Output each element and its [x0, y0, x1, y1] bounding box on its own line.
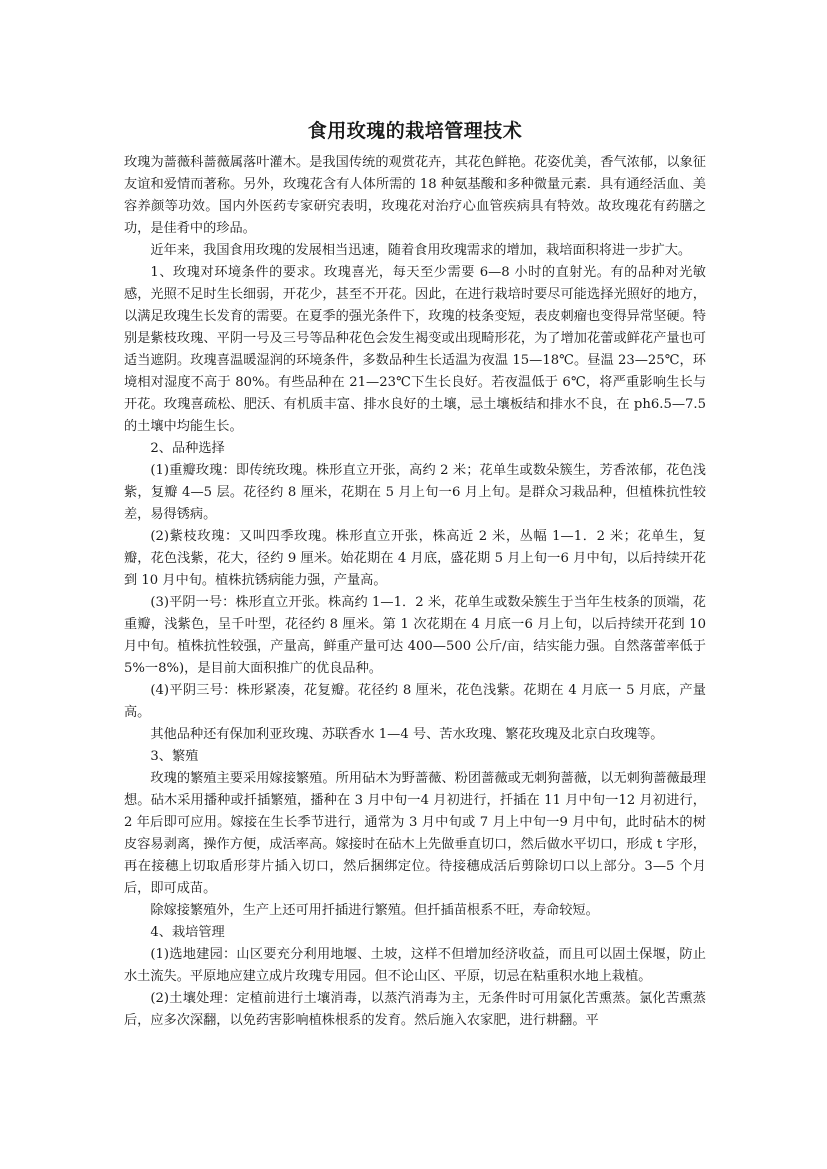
body-paragraph: 玫瑰的繁殖主要采用嫁接繁殖。所用砧木为野蔷薇、粉团蔷薇或无刺狗蔷薇，以无刺狗蔷薇最理想。砧木采用播种或扦插繁殖，播种在 3 月中旬一4 月初进行，扦插在 11 月中旬一12 月初进行，2 年后即可应用。嫁接在生长季节进行，通常为 3 月中旬或 7 月上中旬一9 月中旬，此时砧木的树皮容易剥离，操作方便，成活率高。嫁接时在砧木上先做垂直切口，然后做水平切口，形成 t 字形，再在接穗上切取盾形芽片插入切口，然后捆绑定位。待接穗成活后剪除切口以上部分。3—5 个月后，即可成苗。	[124, 771, 706, 896]
body-paragraph: (2)土壤处理：定植前进行土壤消毒，以蒸汽消毒为主，无条件时可用氯化苦熏蒸。氯化苦熏蒸后，应多次深翻，以免药害影响植株根系的发育。然后施入农家肥，进行耕翻。平	[124, 991, 706, 1028]
body-paragraph: (4)平阴三号：株形紧凑，花复瓣。花径约 8 厘米，花色浅紫。花期在 4 月底一 5 月底，产量高。	[124, 683, 706, 720]
body-paragraph: 1、玫瑰对环境条件的要求。玫瑰喜光，每天至少需要 6—8 小时的直射光。有的品种对光敏感，光照不足时生长细弱，开花少，甚至不开花。因此，在进行栽培时要尽可能选择光照好的地方，以满足玫瑰生长发育的需要。在夏季的强光条件下，玫瑰的枝条变短，表皮刺瘤也变得异常坚硬。特别是紫枝玫瑰、平阴一号及三号等品种花色会发生褐变或出现畸形花，为了增加花蕾或鲜花产量也可适当遮阴。玫瑰喜温暖湿润的环境条件，多数品种生长适温为夜温 15—18℃。昼温 23—25℃，环境相对湿度不高于 80%。有些品种在 21—23℃下生长良好。若夜温低于 6℃，将严重影响生长与开花。玫瑰喜疏松、肥沃、有机质丰富、排水良好的土壤，忌土壤板结和排水不良，在 ph6.5—7.5 的土壤中均能生长。	[124, 265, 706, 434]
body-paragraph: 3、繁殖	[150, 749, 199, 764]
body-paragraph: (3)平阴一号：株形直立开张。株高约 1—1．2 米，花单生或数朵簇生于当年生枝条的顶端，花重瓣，浅紫色，呈千叶型，花径约 8 厘米。第 1 次花期在 4 月底一6 月上旬，以后持续开花到 10 月中旬。植株抗性较强，产量高，鲜重产量可达 400—500 公斤/亩，结实能力强。自然落蕾率低于 5%一8%)，是目前大面积推广的优良品种。	[124, 595, 706, 676]
body-paragraph: (2)紫枝玫瑰：又叫四季玫瑰。株形直立开张，株高近 2 米，丛幅 1—1．2 米；花单生，复瓣，花色浅紫，花大，径约 9 厘米。始花期在 4 月底，盛花期 5 月上旬一6 月中旬，以后持续开花到 10 月中旬。植株抗锈病能力强，产量高。	[124, 529, 706, 588]
body-paragraph: (1)重瓣玫瑰：即传统玫瑰。株形直立开张，高约 2 米；花单生或数朵簇生，芳香浓郁，花色浅紫，复瓣 4—5 层。花径约 8 厘米，花期在 5 月上旬一6 月上旬。是群众习栽品种，但植株抗性较差，易得锈病。	[124, 463, 706, 522]
body-paragraph: 2、品种选择	[150, 441, 225, 456]
body-paragraph: (1)选地建园：山区要充分利用地堰、土坡，这样不但增加经济收益，而且可以固土保堰，防止水土流失。平原地应建立成片玫瑰专用园。但不论山区、平原，切忌在粘重积水地上栽植。	[124, 947, 706, 984]
document-page	[124, 116, 706, 1032]
document-title: 食用玫瑰的栽培管理技术	[307, 120, 523, 142]
document-body	[124, 152, 706, 1032]
body-paragraph: 其他品种还有保加利亚玫瑰、苏联香水 1—4 号、苦水玫瑰、繁花玫瑰及北京白玫瑰等。	[150, 727, 664, 742]
body-paragraph: 近年来，我国食用玫瑰的发展相当迅速，随着食用玫瑰需求的增加，栽培面积将进一步扩大。	[150, 243, 692, 258]
body-paragraph: 玫瑰为蔷薇科蔷薇属落叶灌木。是我国传统的观赏花卉，其花色鲜艳。花姿优美，香气浓郁，以象征友谊和爱情而著称。另外，玫瑰花含有人体所需的 18 种氨基酸和多种微量元素．具有通经活血、美容养颜等功效。国内外医药专家研究表明，玫瑰花对治疗心血管疾病具有特效。故玫瑰花有药膳之功，是佳肴中的珍品。	[124, 155, 706, 236]
body-paragraph: 4、栽培管理	[150, 925, 225, 940]
body-paragraph: 除嫁接繁殖外，生产上还可用扦插进行繁殖。但扦插苗根系不旺，寿命较短。	[150, 903, 599, 918]
